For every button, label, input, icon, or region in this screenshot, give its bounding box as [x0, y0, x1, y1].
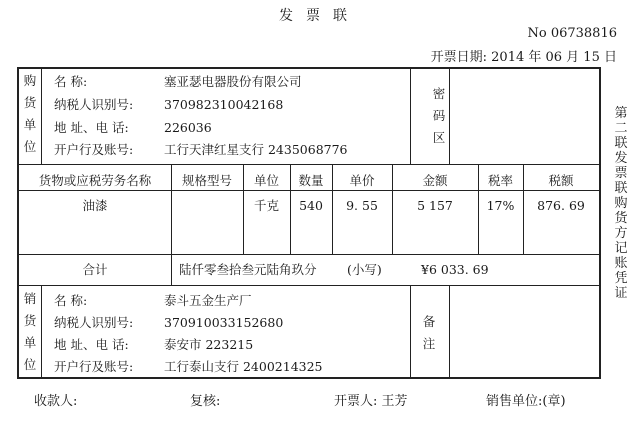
- divider-items: [17, 254, 601, 255]
- item-tax-rate: 17%: [486, 198, 515, 213]
- issue-date-label: 开票日期:: [430, 50, 488, 65]
- seller-name: 泰斗五金生产厂: [164, 293, 252, 308]
- divider-cipher-right: [449, 67, 450, 164]
- reviewer-label: 复核:: [190, 394, 221, 409]
- seller-name-label: 名 称:: [54, 293, 88, 308]
- buyer-tax-id-label: 纳税人识别号:: [54, 97, 134, 112]
- seller-unit-label: 销售单位:(章): [486, 394, 566, 409]
- seller-address: 泰安市 223215: [164, 337, 254, 352]
- col-header-unit: 单位: [253, 173, 279, 188]
- issue-date-value: 2014 年 06 月 15 日: [491, 50, 617, 65]
- divider-remark-right: [449, 285, 450, 377]
- issuer: [334, 390, 408, 409]
- item-unit: 千克: [253, 198, 279, 213]
- item-name: 油漆: [82, 198, 108, 213]
- buyer-tax-id: 370982310042168: [164, 97, 284, 112]
- col-header-item: 货物或应税劳务名称: [38, 173, 152, 188]
- col-header-amount: 金额: [422, 173, 448, 188]
- divider-seller-label: [41, 285, 42, 377]
- divider-header: [17, 190, 601, 191]
- remark-label: 备注: [422, 314, 436, 351]
- seller-bank-label: 开户行及账号:: [54, 359, 134, 374]
- divider-buyer: [17, 164, 601, 165]
- seller-section-label: 销货单位: [23, 291, 37, 372]
- col-header-qty: 数量: [298, 173, 324, 188]
- seller-tax-id: 370910033152680: [164, 315, 284, 330]
- divider-cipher-left: [410, 67, 411, 164]
- table-border-top: [17, 67, 601, 69]
- item-tax: 876. 69: [537, 198, 585, 213]
- col-header-spec: 规格型号: [181, 173, 232, 188]
- table-border-right: [599, 67, 601, 379]
- buyer-bank: 工行天津红星支行 2435068776: [164, 142, 348, 157]
- col-header-tax: 税额: [548, 173, 574, 188]
- total-in-figures: ¥6 033. 69: [421, 262, 489, 277]
- buyer-name-label: 名 称:: [54, 74, 88, 89]
- total-in-words: 陆仟零叁拾叁元陆角玖分: [179, 262, 317, 277]
- buyer-bank-label: 开户行及账号:: [54, 142, 134, 157]
- item-amount: 5 157: [417, 198, 453, 213]
- buyer-section-label: 购货单位: [23, 73, 37, 154]
- buyer-name: 塞亚瑟电器股份有限公司: [164, 74, 302, 89]
- invoice-number: No 06738816: [527, 26, 617, 41]
- total-lower-label: (小写): [347, 262, 382, 277]
- invoice-table: [17, 67, 601, 379]
- col-header-price: 单价: [349, 173, 375, 188]
- issuer-label: 开票人:: [334, 394, 378, 409]
- seller-bank: 工行泰山支行 2400214325: [164, 359, 323, 374]
- seller-address-label: 地 址、电 话:: [54, 337, 129, 352]
- buyer-address-label: 地 址、电 话:: [54, 120, 129, 135]
- payee-label: 收款人:: [34, 394, 78, 409]
- buyer-address: 226036: [164, 120, 212, 135]
- copy-designation: 第二联 发票联 购货方记账凭证: [614, 106, 628, 301]
- seller-tax-id-label: 纳税人识别号:: [54, 315, 134, 330]
- total-label: 合计: [82, 262, 108, 277]
- cipher-area-label: 密码区: [432, 86, 446, 145]
- table-border-left: [17, 67, 19, 379]
- issue-date: [431, 46, 617, 65]
- divider-remark-left: [410, 285, 411, 377]
- invoice-title: 发票联: [279, 8, 360, 24]
- table-border-bottom: [17, 377, 601, 379]
- divider-total: [17, 285, 601, 286]
- item-price: 9. 55: [346, 198, 378, 213]
- col-header-tax-rate: 税率: [487, 173, 513, 188]
- item-qty: 540: [299, 198, 323, 213]
- divider-buyer-label: [41, 67, 42, 164]
- issuer-name: 王芳: [381, 394, 408, 409]
